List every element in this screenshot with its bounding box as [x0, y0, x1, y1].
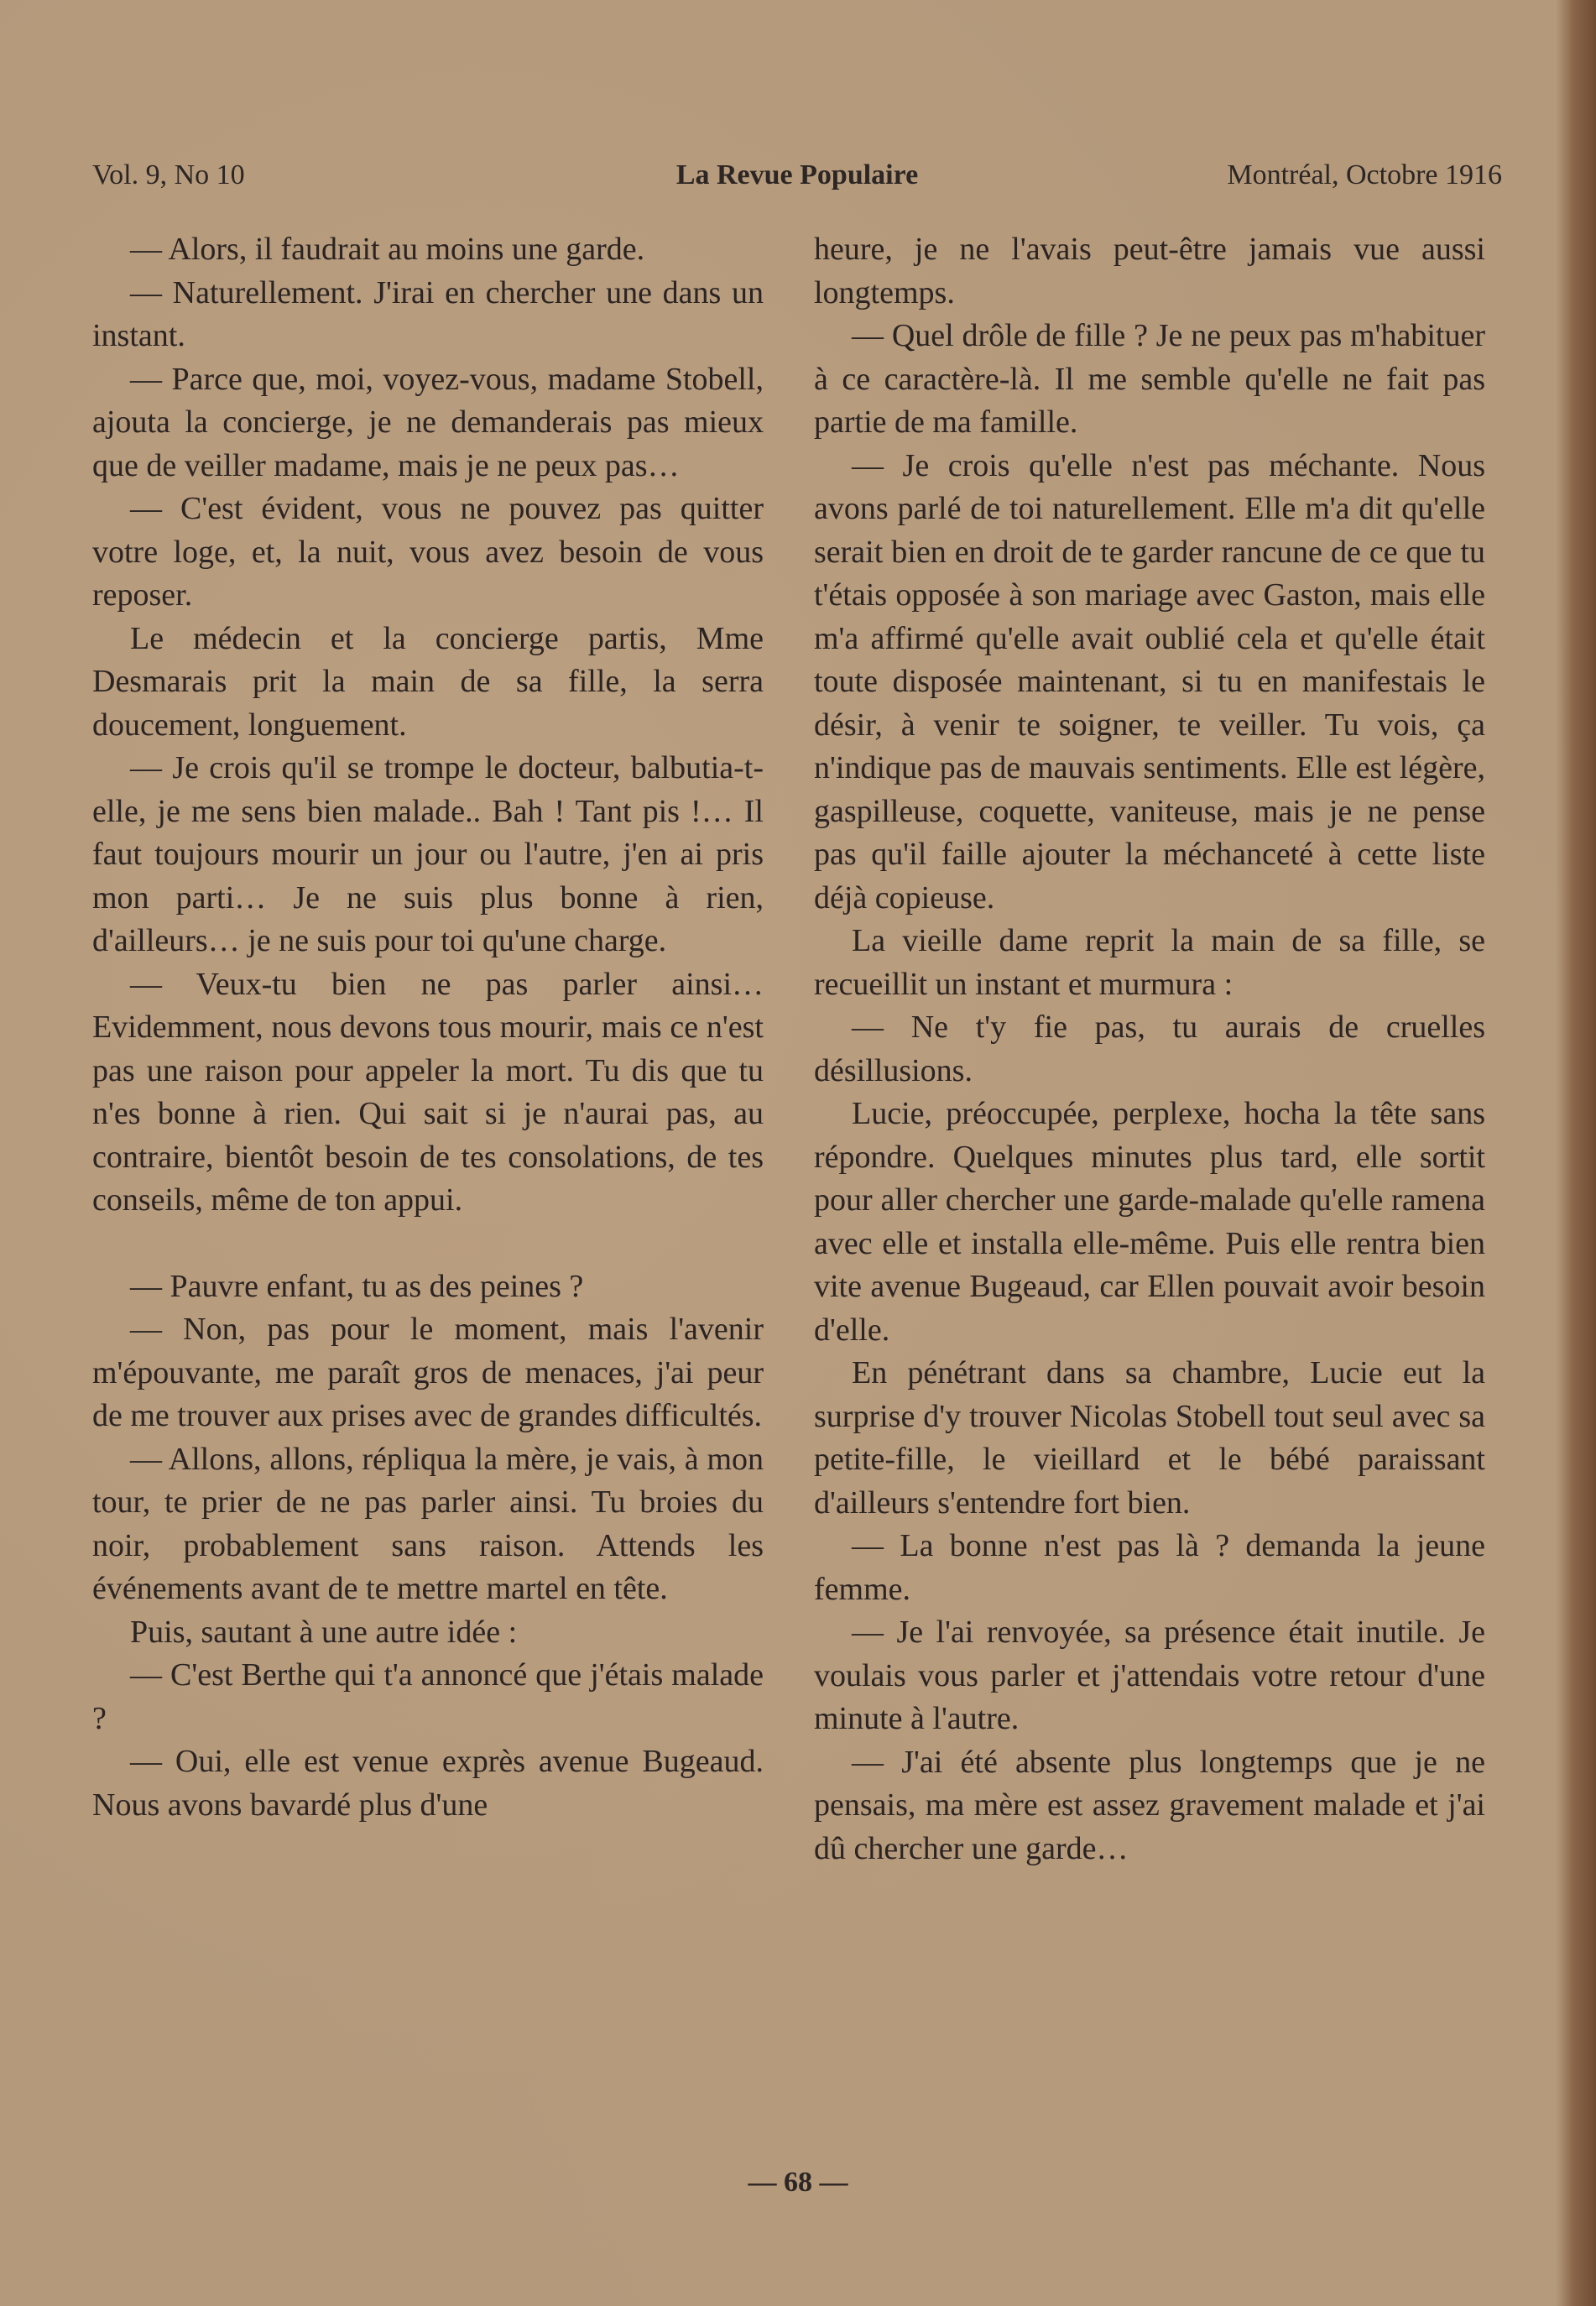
paragraph: — Je l'ai renvoyée, sa présence était inutile. Je voulais vous parler et j'attendais votre retour d'une minute à l'autre. [814, 1615, 1485, 1736]
paragraph: — Oui, elle est venue exprès avenue Bugeaud. Nous avons bavardé plus d'une [92, 1744, 764, 1823]
header-date: Montréal, Octobre 1916 [1227, 159, 1502, 190]
paragraph: — Ne t'y fie pas, tu aurais de cruelles désillusions. [814, 1010, 1485, 1088]
paragraph: Puis, sautant à une autre idée : [130, 1614, 518, 1650]
paragraph: — Alors, il faudrait au moins une garde. [130, 232, 645, 267]
header-volume: Vol. 9, No 10 [92, 159, 245, 190]
paragraph: En pénétrant dans sa chambre, Lucie eut la surprise d'y trouver Nicolas Stobell tout seul avec sa petite-fille, le vieillard et le bébé paraissant d'ailleurs s'entendre fort bien. [814, 1355, 1485, 1521]
paragraph: — Naturellement. J'irai en chercher une dans un instant. [92, 274, 764, 353]
paragraph: Lucie, préoccupée, perplexe, hocha la tête sans répondre. Quelques minutes plus tard, elle sortit pour aller chercher une garde-malade qu'elle ramena avec elle et installa elle-même. Puis elle rentra bien vite avenue Bugeaud, car Ellen pouvait avoir besoin d'elle. [814, 1096, 1485, 1348]
paragraph: — Non, pas pour le moment, mais l'avenir m'épouvante, me paraît gros de menaces, j'ai peur de me trouver aux prises avec de grandes difficultés. [92, 1312, 764, 1433]
paragraph: — C'est Berthe qui t'a annoncé que j'étais malade ? [92, 1657, 764, 1736]
paragraph: — Quel drôle de fille ? Je ne peux pas m'habituer à ce caractère-là. Il me semble qu'elle ne fait pas partie de ma famille. [814, 318, 1485, 440]
paragraph: — C'est évident, vous ne pouvez pas quitter votre loge, et, la nuit, vous avez besoin de vous reposer. [92, 491, 764, 613]
paragraph: — Je crois qu'elle n'est pas méchante. Nous avons parlé de toi naturellement. Elle m'a dit qu'elle serait bien en droit de te garder rancune de ce que tu t'étais opposée à son mariage avec Gaston, mais elle m'a affirmé qu'elle avait oublié cela et qu'elle était toute disposée maintenant, si tu en manifestais le désir, à venir te soigner, te veiller. Tu vois, ça n'indique pas de mauvais sentiments. Elle est légère, gaspilleuse, coquette, vaniteuse, mais je ne pense pas qu'il faille ajouter la méchanceté à cette liste déjà copieuse. [814, 447, 1485, 916]
paragraph: — J'ai été absente plus longtemps que je ne pensais, ma mère est assez gravement malade et j'ai dû chercher une garde… [814, 1744, 1485, 1866]
paragraph-continued: heure, je ne l'avais peut-être jamais vue aussi longtemps. [814, 232, 1485, 310]
paragraph: — La bonne n'est pas là ? demanda la jeune femme. [814, 1528, 1485, 1607]
paragraph: — Je crois qu'il se trompe le docteur, balbutia-t-elle, je me sens bien malade.. Bah ! Tant pis !… Il faut toujours mourir un jour ou l'autre, j'en ai pris mon parti… Je ne suis plus bonne à rien, d'ailleurs… je ne suis pour toi qu'une charge. [92, 750, 764, 958]
header-title: La Revue Populaire [675, 159, 919, 190]
paragraph: Le médecin et la concierge partis, Mme Desmarais prit la main de sa fille, la serra doucement, longuement. [92, 620, 764, 743]
paragraph: La vieille dame reprit la main de sa fille, se recueillit un instant et murmura : [814, 923, 1485, 1002]
right-column [814, 228, 1485, 1870]
running-header [92, 159, 1502, 196]
paragraph: — Veux-tu bien ne pas parler ainsi… Evidemment, nous devons tous mourir, mais ce n'est pas une raison pour appeler la mort. Tu dis que tu n'es bonne à rien. Qui sait si je n'aurai pas, au contraire, bientôt besoin de tes consolations, de tes conseils, même de ton appui. [92, 966, 764, 1218]
page-number: — 68 — [748, 2167, 848, 2198]
paragraph: — Allons, allons, répliqua la mère, je vais, à mon tour, te prier de ne pas parler ainsi. Tu broies du noir, probablement sans raison. Attends les événements avant de te mettre martel en tête. [92, 1441, 764, 1606]
left-column [92, 228, 764, 1827]
binding-edge [1556, 0, 1596, 2306]
paragraph: — Parce que, moi, voyez-vous, madame Stobell, ajouta la concierge, je ne demanderais pas mieux que de veiller madame, mais je ne peux pas… [92, 361, 764, 483]
paragraph: — Pauvre enfant, tu as des peines ? [130, 1268, 584, 1304]
